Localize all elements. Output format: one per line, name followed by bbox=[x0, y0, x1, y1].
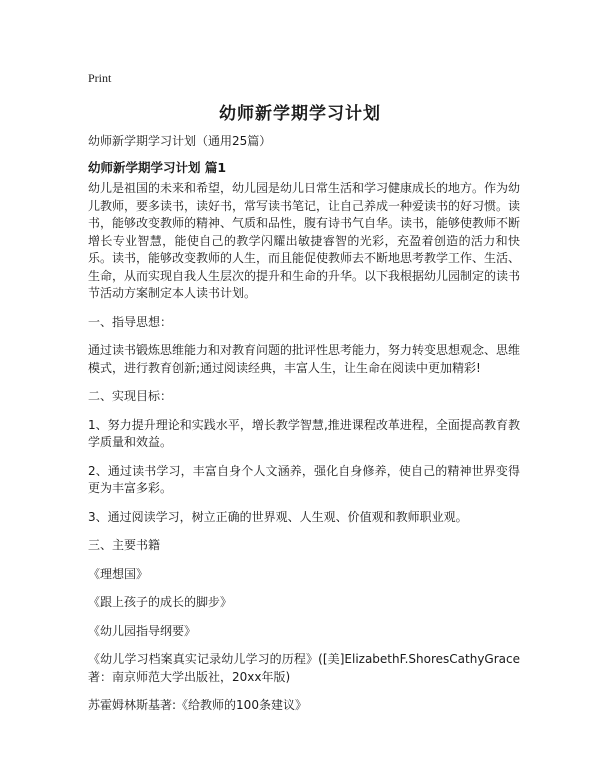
document-body bbox=[88, 180, 533, 726]
book-item-4: 《幼儿学习档案真实记录幼儿学习的历程》([美]ElizabethF.ShoresCathyGrace 著：南京师范大学出版社，20xx年版) bbox=[88, 652, 533, 684]
page-title: 幼师新学期学习计划 bbox=[219, 104, 381, 124]
guiding-paragraph: 通过读书锻炼思维能力和对教育问题的批评性思考能力，努力转变思想观念、思维模式，进行教育创新;通过阅读经典，丰富人生，让生命在阅读中更加精彩! bbox=[88, 343, 521, 375]
book-item-5: 苏霍姆林斯基著:《给教师的100条建议》 bbox=[88, 698, 307, 712]
section-title: 幼师新学期学习计划 篇1 bbox=[88, 160, 227, 175]
goal-item-2: 2、通过读书学习，丰富自身个人文涵养，强化自身修养，使自己的精神世界变得更为丰富多彩。 bbox=[88, 463, 520, 495]
goal-item-3: 3、通过阅读学习，树立正确的世界观、人生观、价值观和教师职业观。 bbox=[88, 509, 468, 524]
book-item-3: 《幼儿园指导纲要》 bbox=[88, 623, 197, 638]
book-item-2: 《跟上孩子的成长的脚步》 bbox=[88, 595, 233, 609]
document-subtitle: 幼师新学期学习计划（通用25篇） bbox=[88, 134, 272, 148]
goal-item-1: 1、努力提升理论和实践水平，增长教学智慧,推进课程改革进程，全面提高教育教学质量和效益。 bbox=[88, 417, 520, 449]
book-item-1: 《理想国》 bbox=[88, 566, 149, 581]
heading-guiding-thought: 一、指导思想： bbox=[88, 314, 173, 329]
print-link[interactable]: Print bbox=[88, 71, 112, 85]
intro-paragraph: 幼儿是祖国的未来和希望，幼儿园是幼儿日常生活和学习健康成长的地方。作为幼儿教师，要多读书，读好书，常写读书笔记，让自己养成一种爱读书的好习惯。读书，能够改变教师的精神、气质和品性，腹有诗书气自华。读书，能够使教师不断增长专业智慧，能使自己的教学闪耀出敏捷睿智的光彩，充盈着创造的活力和快乐。读书，能够改变教师的人生，而且能促使教师去不断地思考教学工作、生活、生命，从而实现自我人生层次的提升和生命的升华。以下我根据幼儿园制定的读书节活动方案制定本人读书计划。 bbox=[88, 181, 521, 300]
heading-books: 三、主要书籍 bbox=[88, 538, 161, 552]
heading-goals: 二、实现目标： bbox=[88, 389, 173, 403]
